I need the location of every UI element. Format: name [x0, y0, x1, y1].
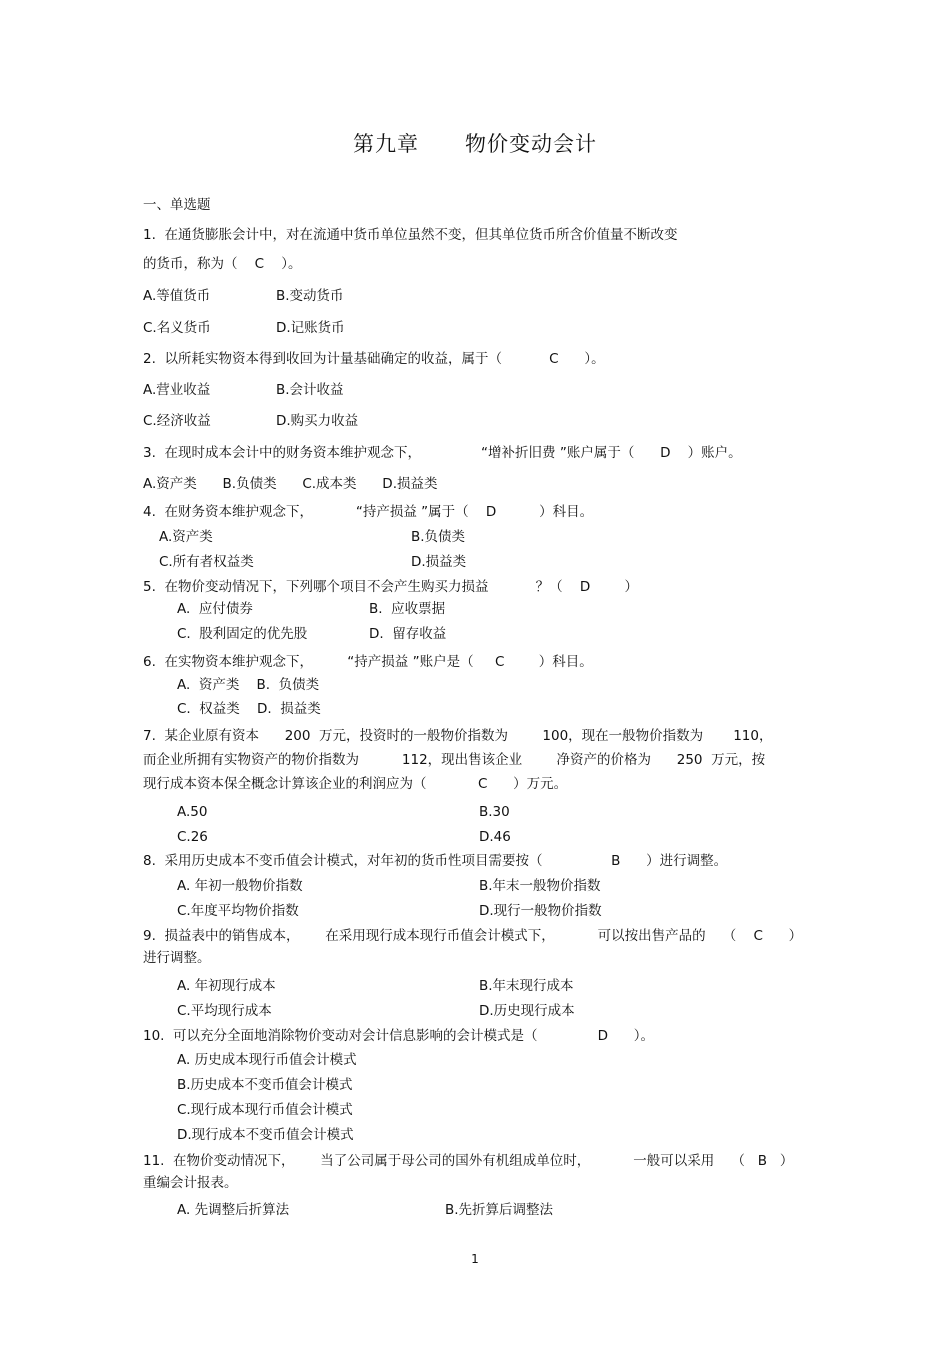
question-1-line-1: 1. 在通货膨胀会计中，对在流通中货币单位虽然不变，但其单位货币所含价值量不断改变: [143, 227, 678, 243]
question-5-option-d: D. 留存收益: [369, 626, 447, 642]
question-9-option-d: D.历史现行成本: [479, 1003, 575, 1019]
question-11-option-b: B.先折算后调整法: [445, 1202, 554, 1218]
question-5-option-c: C. 股利固定的优先股: [177, 626, 308, 642]
question-7-option-a: A.50: [177, 804, 208, 820]
question-9-option-b: B.年末现行成本: [479, 978, 574, 994]
question-2-option-d: D.购买力收益: [276, 413, 359, 429]
page-number: 1: [471, 1252, 479, 1266]
question-6-options-ab: A. 资产类 B. 负债类: [177, 677, 320, 693]
question-7-option-c: C.26: [177, 829, 208, 845]
question-6-options-cd: C. 权益类 D. 损益类: [177, 701, 321, 717]
question-5-option-a: A. 应付债券: [177, 601, 253, 617]
question-8-option-a: A. 年初一般物价指数: [177, 878, 303, 894]
question-4-option-c: C.所有者权益类: [159, 554, 254, 570]
question-10-option-b: B.历史成本不变币值会计模式: [177, 1077, 353, 1093]
question-2-line-1: 2. 以所耗实物资本得到收回为计量基础确定的收益，属于（ C ）。: [143, 351, 605, 367]
question-8-option-b: B.年末一般物价指数: [479, 878, 601, 894]
question-4-option-d: D.损益类: [411, 554, 467, 570]
question-2-option-a: A.营业收益: [143, 382, 211, 398]
question-1-option-d: D.记账货币: [276, 320, 345, 336]
question-10-option-c: C.现行成本现行币值会计模式: [177, 1102, 353, 1118]
question-2-option-c: C.经济收益: [143, 413, 211, 429]
question-1-option-b: B.变动货币: [276, 288, 344, 304]
question-7-option-d: D.46: [479, 829, 511, 845]
question-7-line-1: 7. 某企业原有资本 200 万元，投资时的一般物价指数为 100，现在一般物价指数为 110，: [143, 728, 773, 744]
question-2-option-b: B.会计收益: [276, 382, 344, 398]
question-8-option-d: D.现行一般物价指数: [479, 903, 602, 919]
question-10-option-d: D.现行成本不变币值会计模式: [177, 1127, 354, 1143]
question-10-option-a: A. 历史成本现行币值会计模式: [177, 1052, 357, 1068]
question-9-line-2: 进行调整。: [143, 950, 211, 966]
chapter-title: 第九章 物价变动会计: [352, 132, 598, 156]
question-8-line-1: 8. 采用历史成本不变币值会计模式，对年初的货币性项目需要按（ B ）进行调整。: [143, 853, 728, 869]
section-heading: 一、单选题: [143, 197, 211, 213]
question-9-option-a: A. 年初现行成本: [177, 978, 276, 994]
question-4-option-b: B.负债类: [411, 529, 466, 545]
question-9-option-c: C.平均现行成本: [177, 1003, 272, 1019]
question-7-line-3: 现行成本资本保全概念计算该企业的利润应为（ C ）万元。: [143, 776, 568, 792]
question-1-option-a: A.等值货币: [143, 288, 211, 304]
question-11-option-a: A. 先调整后折算法: [177, 1202, 290, 1218]
question-11-line-2: 重编会计报表。: [143, 1175, 238, 1191]
question-11-line-1: 11. 在物价变动情况下， 当了公司属于母公司的国外有机组成单位时， 一般可以采用 （ B ）: [143, 1153, 794, 1169]
question-5-line-1: 5. 在物价变动情况下，下列哪个项目不会产生购买力损益 ？（ D ）: [143, 579, 639, 595]
question-10-line-1: 10. 可以充分全面地消除物价变动对会计信息影响的会计模式是（ D ）。: [143, 1028, 655, 1044]
question-3-line-1: 3. 在现时成本会计中的财务资本维护观念下， “增补折旧费 ”账户属于（ D ）账户。: [143, 445, 742, 461]
question-5-option-b: B. 应收票据: [369, 601, 446, 617]
question-7-option-b: B.30: [479, 804, 510, 820]
question-4-option-a: A.资产类: [159, 529, 213, 545]
question-1-line-2: 的货币，称为（ C ）。: [143, 256, 302, 272]
question-1-option-c: C.名义货币: [143, 320, 211, 336]
question-7-line-2: 而企业所拥有实物资产的物价指数为 112，现出售该企业 净资产的价格为 250 万元，按: [143, 752, 766, 768]
question-8-option-c: C.年度平均物价指数: [177, 903, 299, 919]
question-9-line-1: 9. 损益表中的销售成本， 在采用现行成本现行币值会计模式下， 可以按出售产品的 （ C ）: [143, 928, 803, 944]
question-3-options: A.资产类 B.负债类 C.成本类 D.损益类: [143, 476, 438, 492]
question-4-line-1: 4. 在财务资本维护观念下， “持产损益 ”属于（ D ）科目。: [143, 504, 594, 520]
question-6-line-1: 6. 在实物资本维护观念下， “持产损益 ”账户是（ C ）科目。: [143, 654, 593, 670]
